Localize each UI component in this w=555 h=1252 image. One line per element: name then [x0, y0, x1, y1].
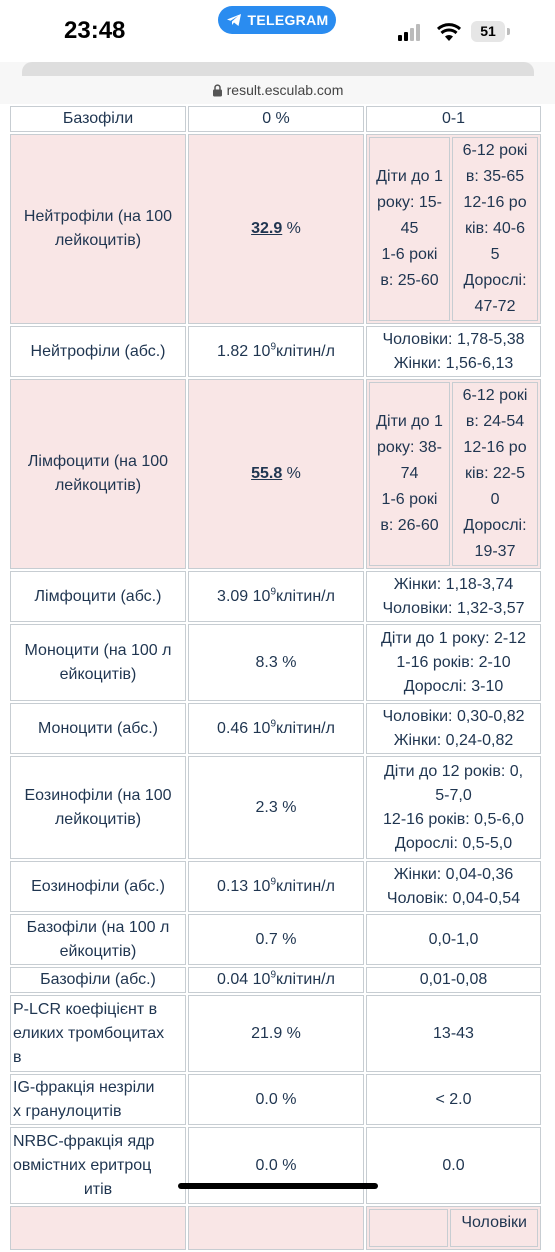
reference-range — [366, 995, 541, 1072]
analysis-name: Еозинофіли (абс.) — [10, 861, 186, 912]
analysis-name: NRBC-фракція ядр овмістних еритроц итів — [10, 1127, 186, 1204]
reference-range — [366, 1206, 541, 1250]
table-row — [10, 1127, 541, 1204]
table-row — [10, 379, 541, 569]
reference-line: Жінки: 1,18-3,74 — [393, 575, 514, 593]
analysis-name: Моноцити (на 100 л ейкоцитів) — [10, 624, 186, 701]
reference-range — [366, 967, 541, 993]
analysis-name: P-LCR коефіцієнт в еликих тромбоцитах в — [10, 995, 186, 1072]
table-row — [10, 134, 541, 324]
result-value: 3.09 $10^9клітин/л$ — [188, 571, 364, 622]
analysis-name — [10, 1206, 186, 1250]
table-row — [10, 326, 541, 377]
reference-line: < 2.0 — [435, 1090, 472, 1108]
telegram-icon — [226, 13, 242, 27]
battery-nub — [507, 28, 510, 35]
reference-children — [369, 382, 450, 566]
reference-line: Дорослі: 0,5-5,0 — [394, 834, 513, 852]
table-row — [10, 703, 541, 754]
reference-line: 0,01-0,08 — [419, 971, 488, 988]
reference-line: 0,0-1,0 — [428, 930, 479, 948]
result-value-number: 55.8 — [251, 465, 283, 482]
result-value: 0.04 $10^9клітин/л$ — [188, 967, 364, 993]
reference-line: Дорослі: 3-10 — [403, 677, 504, 695]
reference-line: 5-7,0 — [435, 786, 472, 804]
reference-line: Чоловіки — [461, 1214, 527, 1231]
table-row — [10, 1074, 541, 1125]
results-table — [8, 104, 543, 1252]
analysis-name: Лімфоцити (на 100 лейкоцитів) — [10, 379, 186, 569]
address-bar[interactable] — [0, 76, 555, 104]
table-row — [10, 571, 541, 622]
reference-line: 6-12 рокі — [462, 142, 528, 159]
reference-line: 12-16 ро — [463, 439, 527, 456]
analysis-name: Моноцити (абс.) — [10, 703, 186, 754]
table-row — [10, 756, 541, 859]
status-bar — [0, 0, 555, 62]
reference-line: Чоловіки: 1,32-3,57 — [382, 599, 525, 617]
reference-line: в: 25-60 — [380, 272, 439, 289]
reference-line: 74 — [400, 465, 419, 482]
result-value: 2.3 % — [188, 756, 364, 859]
reference-line: Діти до 1 року: 2-12 — [380, 629, 526, 647]
result-value: 0.0 % — [188, 1127, 364, 1204]
reference-subtable — [367, 135, 540, 323]
reference-line: 0.0 — [442, 1156, 465, 1174]
cellular-signal-icon — [398, 24, 424, 41]
reference-range — [366, 379, 541, 569]
reference-line: 0-1 — [441, 110, 466, 127]
analysis-name: IG-фракція незріли х гранулоцитів — [10, 1074, 186, 1125]
reference-range — [366, 1127, 541, 1204]
reference-line: Діти до 12 років: 0, — [383, 762, 524, 780]
reference-line: Жінки: 0,24-0,82 — [393, 731, 514, 749]
reference-line: 19-37 — [474, 543, 516, 560]
result-value: 0.7 % — [188, 914, 364, 965]
analysis-name: Еозинофіли (на 100 лейкоцитів) — [10, 756, 186, 859]
back-to-telegram-button[interactable] — [218, 6, 336, 34]
reference-range — [366, 106, 541, 132]
reference-older — [452, 137, 538, 321]
reference-line: Чоловіки: 0,30-0,82 — [382, 707, 525, 725]
reference-line: 1-16 років: 2-10 — [396, 653, 511, 671]
reference-line: в: 35-65 — [465, 168, 525, 185]
reference-line: Чоловіки: 1,78-5,38 — [382, 330, 525, 348]
reference-range — [366, 861, 541, 912]
reference-line: Чоловік: 0,04-0,54 — [386, 889, 521, 907]
reference-range — [366, 134, 541, 324]
result-value — [188, 379, 364, 569]
reference-line: 5 — [490, 246, 500, 263]
reference-line: 13-43 — [433, 1024, 474, 1042]
battery-icon: 51 — [471, 21, 505, 42]
table-row — [10, 995, 541, 1072]
reference-children — [369, 137, 450, 321]
table-row — [10, 624, 541, 701]
reference-line: в: 24-54 — [465, 413, 525, 430]
reference-range — [366, 571, 541, 622]
analysis-name: Базофіли (на 100 л ейкоцитів) — [10, 914, 186, 965]
reference-line: 12-16 років: 0,5-6,0 — [383, 810, 524, 828]
clock: 23:48 — [64, 17, 126, 44]
reference-range — [366, 1074, 541, 1125]
reference-children — [369, 1209, 448, 1247]
reference-subtable — [367, 380, 540, 568]
analysis-name: Базофіли — [10, 106, 186, 132]
home-indicator[interactable] — [178, 1183, 378, 1189]
reference-line: Дорослі: — [463, 272, 527, 289]
reference-line: року: 38- — [377, 439, 443, 456]
reference-line: року: 15- — [377, 194, 443, 211]
reference-line: 12-16 ро — [463, 194, 527, 211]
reference-line: ків: 22-5 — [465, 465, 525, 482]
reference-line: 0 — [490, 491, 500, 508]
analysis-name: Базофіли (абс.) — [10, 967, 186, 993]
reference-line: Діти до 1 — [376, 413, 443, 430]
reference-line: 1-6 рокі — [381, 491, 438, 508]
reference-range — [366, 624, 541, 701]
result-unit: % — [282, 465, 301, 482]
reference-older — [452, 382, 538, 566]
reference-line: 45 — [400, 220, 419, 237]
result-value: 0 % — [188, 106, 364, 132]
result-value: 0.13 $10^9клітин/л$ — [188, 861, 364, 912]
reference-line: Дорослі: — [463, 517, 527, 534]
lock-icon — [212, 84, 223, 97]
reference-line: Діти до 1 — [376, 168, 443, 185]
table-row — [10, 967, 541, 993]
result-value — [188, 1206, 364, 1250]
reference-subtable — [367, 1207, 540, 1249]
reference-line: в: 26-60 — [380, 517, 439, 534]
wifi-icon — [436, 22, 462, 42]
result-value: 1.82 $10^9клітин/л$ — [188, 326, 364, 377]
table-row — [10, 106, 541, 132]
table-row — [10, 914, 541, 965]
reference-range — [366, 326, 541, 377]
result-value — [188, 134, 364, 324]
result-value: 21.9 % — [188, 995, 364, 1072]
table-row — [10, 861, 541, 912]
result-value: 8.3 % — [188, 624, 364, 701]
reference-line: Жінки: 0,04-0,36 — [393, 865, 514, 883]
reference-range — [366, 756, 541, 859]
reference-line: 6-12 рокі — [462, 387, 528, 404]
reference-range — [366, 703, 541, 754]
analysis-name: Нейтрофіли (на 100 лейкоцитів) — [10, 134, 186, 324]
result-value-number: 32.9 — [251, 220, 283, 237]
reference-line: 47-72 — [474, 298, 516, 315]
table-row — [10, 1206, 541, 1250]
url-text: result.esculab.com — [226, 82, 344, 98]
reference-line: ків: 40-6 — [465, 220, 525, 237]
results-page — [0, 104, 555, 1231]
reference-line: Жінки: 1,56-6,13 — [393, 354, 514, 372]
result-value: 0.0 % — [188, 1074, 364, 1125]
telegram-label: TELEGRAM — [247, 12, 329, 28]
result-unit: % — [282, 220, 301, 237]
analysis-name: Лімфоцити (абс.) — [10, 571, 186, 622]
reference-line: 1-6 рокі — [381, 246, 438, 263]
result-value: 0.46 $10^9клітин/л$ — [188, 703, 364, 754]
analysis-name: Нейтрофіли (абс.) — [10, 326, 186, 377]
reference-older — [450, 1209, 538, 1247]
reference-range — [366, 914, 541, 965]
